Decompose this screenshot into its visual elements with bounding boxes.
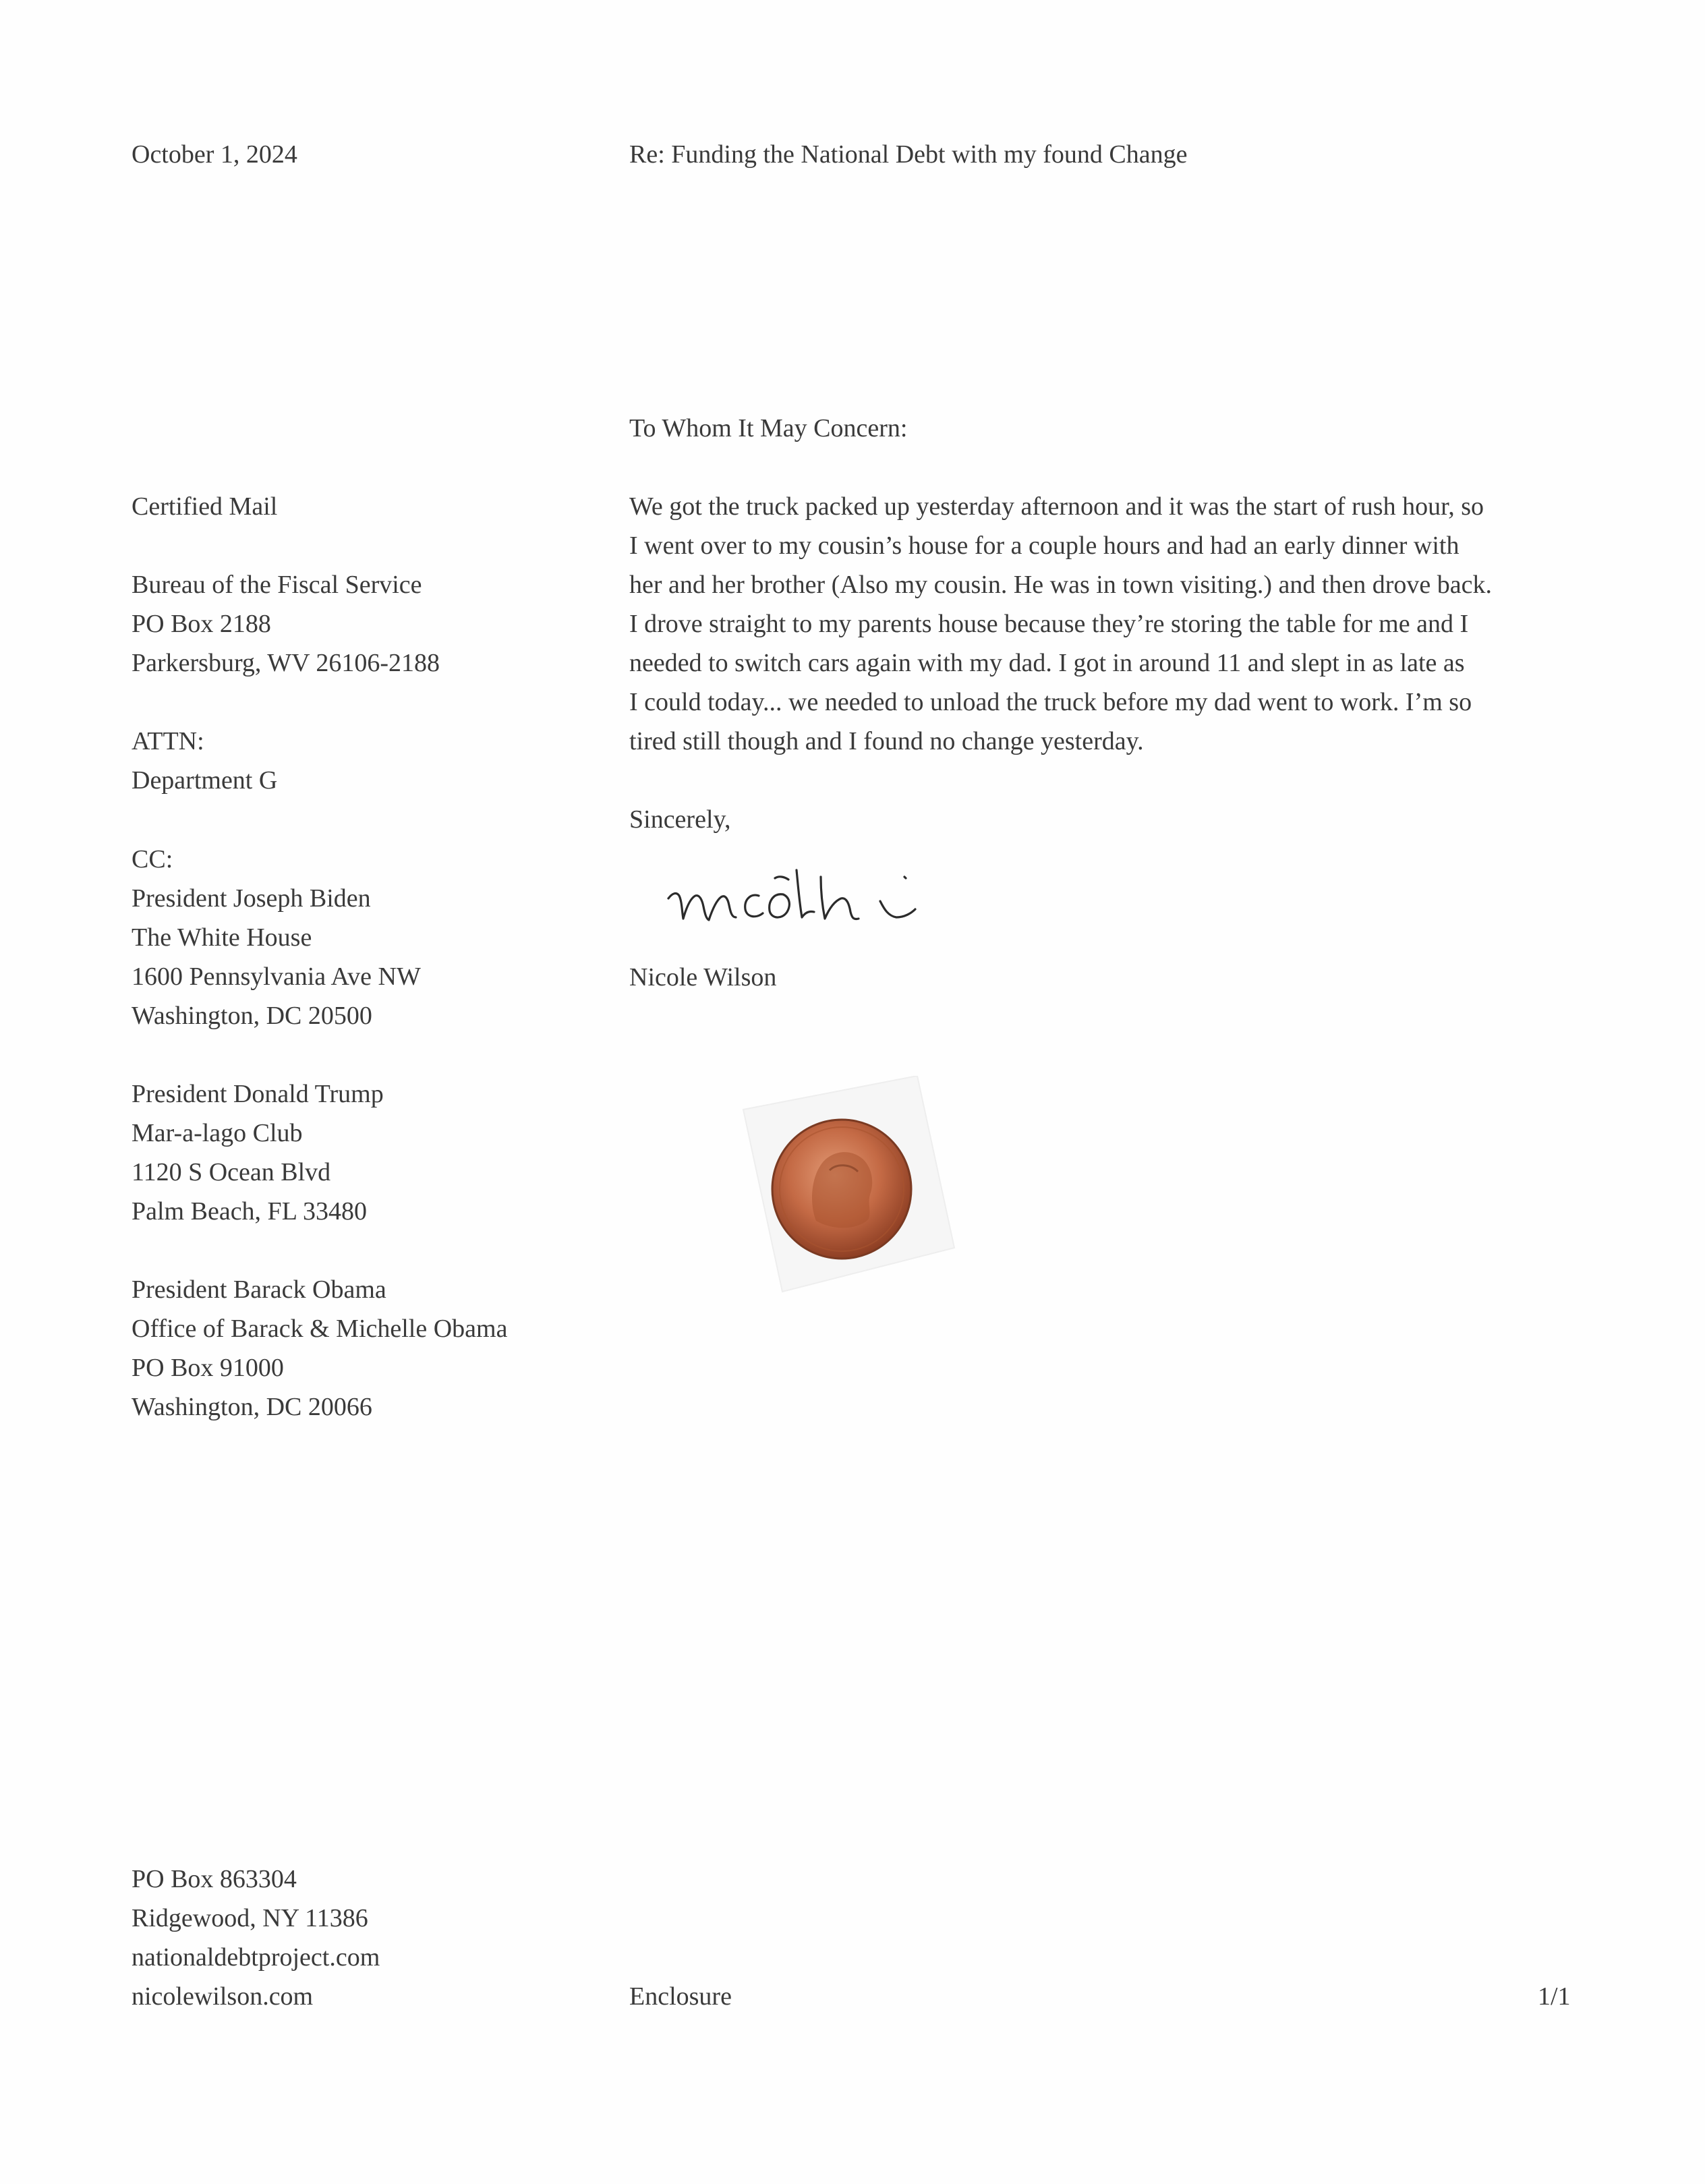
- handwritten-signature: [664, 857, 1002, 938]
- cc-line: 1120 S Ocean Blvd: [132, 1158, 331, 1186]
- body-line: needed to switch cars again with my dad. I got in around 11 and slept in as late as: [629, 649, 1465, 677]
- cc-line: The White House: [132, 923, 312, 952]
- attn-label: ATTN:: [132, 727, 204, 755]
- body-line: tired still though and I found no change yesterday.: [629, 727, 1144, 755]
- cc-label: CC:: [132, 845, 173, 873]
- page-number: 1/1: [1538, 1982, 1571, 2011]
- mail-type: Certified Mail: [132, 492, 278, 521]
- sender-website-link[interactable]: nationaldebtproject.com: [132, 1943, 380, 1972]
- enclosure-note: Enclosure: [629, 1982, 732, 2011]
- sender-line: PO Box 863304: [132, 1865, 297, 1893]
- cc-block-trump: [132, 1074, 384, 1231]
- body-line: I went over to my cousin’s house for a couple hours and had an early dinner with: [629, 531, 1460, 560]
- cc-block-biden: [132, 840, 421, 1035]
- attn-block: [132, 722, 277, 800]
- signer-name: Nicole Wilson: [629, 963, 777, 992]
- cc-line: 1600 Pennsylvania Ave NW: [132, 962, 421, 991]
- sender-address: [132, 1860, 380, 2016]
- recipient-line: Parkersburg, WV 26106-2188: [132, 649, 440, 677]
- cc-line: Office of Barack & Michelle Obama: [132, 1315, 508, 1343]
- cc-block-obama: [132, 1270, 507, 1427]
- cc-line: President Barack Obama: [132, 1275, 386, 1304]
- cc-line: Washington, DC 20066: [132, 1393, 372, 1421]
- body-line: I could today... we needed to unload the truck before my dad went to work. I’m so: [629, 688, 1472, 716]
- recipient-line: PO Box 2188: [132, 610, 271, 638]
- salutation: To Whom It May Concern:: [629, 414, 908, 442]
- cc-line: President Joseph Biden: [132, 884, 371, 913]
- body-line: We got the truck packed up yesterday afternoon and it was the start of rush hour, so: [629, 492, 1484, 521]
- recipient-address: [132, 565, 440, 683]
- body-line: her and her brother (Also my cousin. He was in town visiting.) and then drove back.: [629, 571, 1493, 599]
- sender-line: Ridgewood, NY 11386: [132, 1904, 368, 1932]
- body-line: I drove straight to my parents house because they’re storing the table for me and I: [629, 610, 1469, 638]
- cc-line: President Donald Trump: [132, 1080, 384, 1108]
- cc-line: Washington, DC 20500: [132, 1002, 372, 1030]
- penny-coin-image: [735, 1076, 958, 1298]
- sender-website-link[interactable]: nicolewilson.com: [132, 1982, 314, 2011]
- letter-date: October 1, 2024: [132, 140, 297, 169]
- attn-department: Department G: [132, 766, 278, 795]
- cc-line: Mar-a-lago Club: [132, 1119, 303, 1147]
- cc-line: PO Box 91000: [132, 1354, 284, 1382]
- letter-subject: Re: Funding the National Debt with my found Change: [629, 140, 1188, 169]
- recipient-line: Bureau of the Fiscal Service: [132, 571, 422, 599]
- letter-body: [629, 487, 1492, 761]
- closing: Sincerely,: [629, 805, 731, 834]
- cc-line: Palm Beach, FL 33480: [132, 1197, 367, 1226]
